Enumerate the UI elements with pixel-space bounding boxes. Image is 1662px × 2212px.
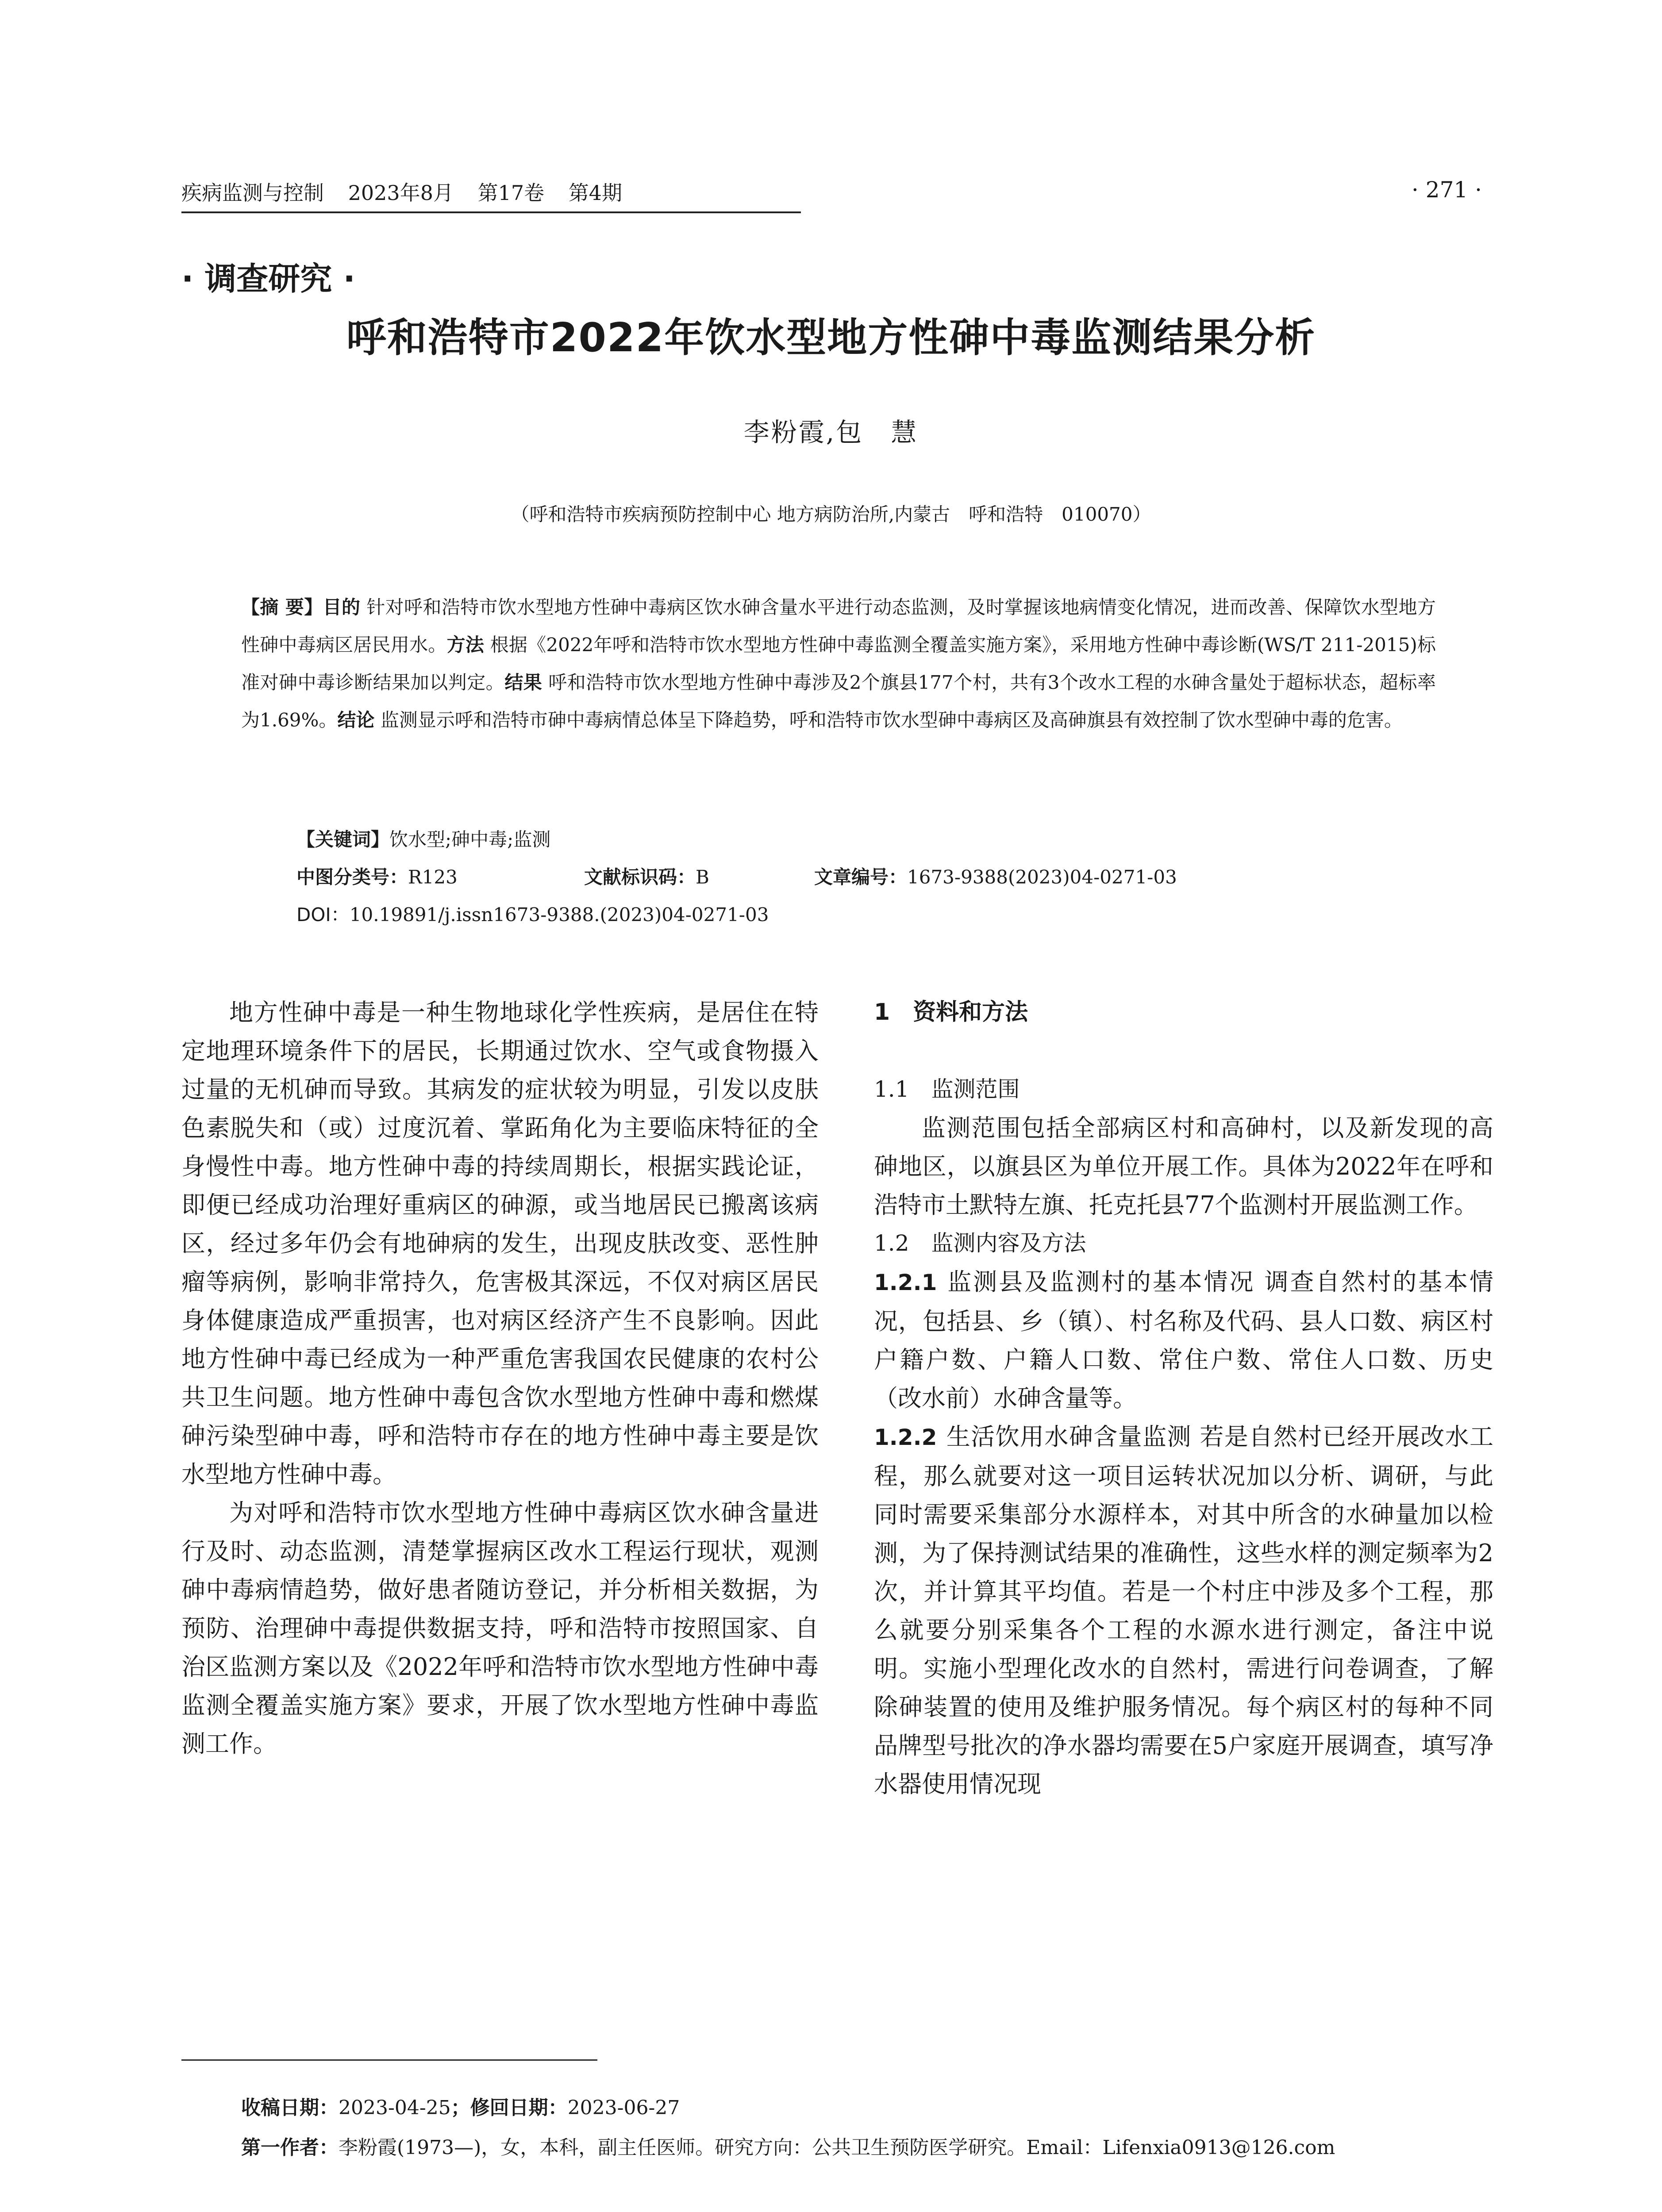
keywords-line [296, 825, 550, 852]
doc-code-label: 文献标识码： [584, 866, 696, 888]
right-column [874, 993, 1493, 1803]
paragraph-1-1: 监测范围包括全部病区村和高砷村，以及新发现的高砷地区，以旗县区为单位开展工作。具体为2022年在呼和浩特市土默特左旗、托克托县77个监测村开展监测工作。 [874, 1114, 1493, 1219]
first-author-info: 李粉霞(1973—)，女，本科，副主任医师。研究方向：公共卫生预防医学研究。Email：Lifenxia0913@126.com [339, 2136, 1335, 2159]
heading-1-2-2-title: 生活饮用水砷含量监测 [946, 1423, 1192, 1451]
paper-title: 呼和浩特市2022年饮水型地方性砷中毒监测结果分析 [346, 315, 1316, 361]
received-date: 2023-04-25 [339, 2097, 451, 2119]
revised-date: 2023-06-27 [567, 2097, 680, 2119]
first-author-label: 第一作者： [241, 2136, 339, 2159]
authors: 李粉霞,包 慧 [743, 417, 919, 447]
clc-label: 中图分类号： [296, 866, 408, 888]
conclusion-label: 结论 [337, 709, 375, 731]
classification-line [296, 863, 1447, 889]
heading-1-1: 1.1 监测范围 [874, 1076, 1020, 1102]
issue: 第4期 [568, 181, 623, 205]
paragraph-1-2-1 [874, 1263, 1493, 1417]
article-no-value: 1673-9388(2023)04-0271-03 [907, 866, 1177, 888]
methods-label: 方法 [446, 634, 485, 656]
clc-value: R123 [408, 866, 458, 888]
intro-paragraph-2: 为对呼和浩特市饮水型地方性砷中毒病区饮水砷含量进行及时、动态监测，清楚掌握病区改水工程运行现状，观测砷中毒病情趋势，做好患者随访登记，并分析相关数据，为预防、治理砷中毒提供数据支持，呼和浩特市按照国家、自治区监测方案以及《2022年呼和浩特市饮水型地方性砷中毒监测全覆盖实施方案》要求，开展了饮水型地方性砷中毒监测工作。 [181, 1499, 819, 1758]
results-label: 结果 [504, 672, 542, 693]
heading-1-2-1-number: 1.2.1 [874, 1270, 937, 1295]
doi-line [296, 900, 769, 927]
volume: 第17卷 [477, 181, 545, 205]
received-label: 收稿日期： [241, 2097, 339, 2119]
heading-1-2: 1.2 监测内容及方法 [874, 1230, 1086, 1256]
footnote-rule [181, 2059, 597, 2061]
revised-label: ；修回日期： [450, 2097, 568, 2119]
doc-code-value: B [696, 866, 709, 888]
abstract-label: 【摘 要】 [241, 596, 323, 618]
objective-text: 针对呼和浩特市饮水型地方性砷中毒病区饮水砷含量水平进行动态监测，及时掌握该地病情变化情况，进而改善、保障饮水型地方性砷中毒病区居民用水。 [241, 596, 1436, 656]
keywords-value: 饮水型;砷中毒;监测 [389, 829, 551, 850]
header-rule [181, 211, 801, 213]
section-label: · 调查研究 · [181, 260, 355, 297]
methods-text: 根据《2022年呼和浩特市饮水型地方性砷中毒监测全覆盖实施方案》，采用地方性砷中毒诊断(WS/T 211-2015)标准对砷中毒诊断结果加以判定。 [241, 634, 1436, 693]
keywords-label: 【关键词】 [296, 829, 390, 850]
footnote-dates [241, 2092, 680, 2120]
left-column [181, 993, 819, 1763]
heading-1-2-1-title: 监测县及监测村的基本情况 [946, 1268, 1255, 1296]
intro-paragraph-1: 地方性砷中毒是一种生物地球化学性疾病，是居住在特定地理环境条件下的居民，长期通过饮水、空气或食物摄入过量的无机砷而导致。其病发的症状较为明显，引发以皮肤色素脱失和（或）过度沉着、掌跖角化为主要临床特征的全身慢性中毒。地方性砷中毒的持续周期长，根据实践论证，即便已经成功治理好重病区的砷源，或当地居民已搬离该病区，经过多年仍会有地砷病的发生，出现皮肤改变、恶性肿瘤等病例，影响非常持久，危害极其深远，不仅对病区居民身体健康造成严重损害，也对病区经济产生不良影响。因此地方性砷中毒已经成为一种严重危害我国农民健康的农村公共卫生问题。地方性砷中毒包含饮水型地方性砷中毒和燃煤砷污染型砷中毒，呼和浩特市存在的地方性砷中毒主要是饮水型地方性砷中毒。 [181, 998, 819, 1488]
running-header [181, 177, 801, 206]
affiliation: （呼和浩特市疾病预防控制中心 地方病防治所,内蒙古 呼和浩特 010070） [511, 503, 1151, 525]
page-number: · 271 · [1412, 177, 1482, 203]
issue-date: 2023年8月 [348, 181, 454, 205]
journal-name: 疾病监测与控制 [181, 181, 324, 205]
abstract [241, 588, 1436, 739]
paragraph-1-2-2 [874, 1417, 1493, 1803]
heading-1-2-2-number: 1.2.2 [874, 1425, 937, 1450]
heading-1: 1 资料和方法 [874, 999, 1028, 1025]
objective-label: 目的 [323, 596, 361, 618]
doi-label: DOI： [296, 904, 350, 926]
footnote-author [241, 2131, 1335, 2160]
paragraph-1-2-1-text: 调查自然村的基本情况，包括县、乡（镇）、村名称及代码、县人口数、病区村户籍户数、户籍人口数、常住户数、常住人口数、历史（改水前）水砷含量等。 [874, 1268, 1494, 1412]
results-text: 呼和浩特市饮水型地方性砷中毒涉及2个旗县177个村，共有3个改水工程的水砷含量处于超标状态，超标率为1.69%。 [241, 672, 1436, 731]
paragraph-1-2-2-text: 若是自然村已经开展改水工程，那么就要对这一项目运转状况加以分析、调研，与此同时需要采集部分水源样本，对其中所含的水砷量加以检测，为了保持测试结果的准确性，这些水样的测定频率为2次，并计算其平均值。若是一个村庄中涉及多个工程，那么就要分别采集各个工程的水源水进行测定，备注中说明。实施小型理化改水的自然村，需进行问卷调查，了解除砷装置的使用及维护服务情况。每个病区村的每种不同品牌型号批次的净水器均需要在5户家庭开展调查，填写净水器使用情况现 [874, 1423, 1493, 1798]
doi-value: 10.19891/j.issn1673-9388.(2023)04-0271-03 [349, 904, 769, 926]
article-no-label: 文章编号： [814, 866, 908, 888]
conclusion-text: 监测显示呼和浩特市砷中毒病情总体呈下降趋势，呼和浩特市饮水型砷中毒病区及高砷旗县有效控制了饮水型砷中毒的危害。 [380, 709, 1403, 731]
